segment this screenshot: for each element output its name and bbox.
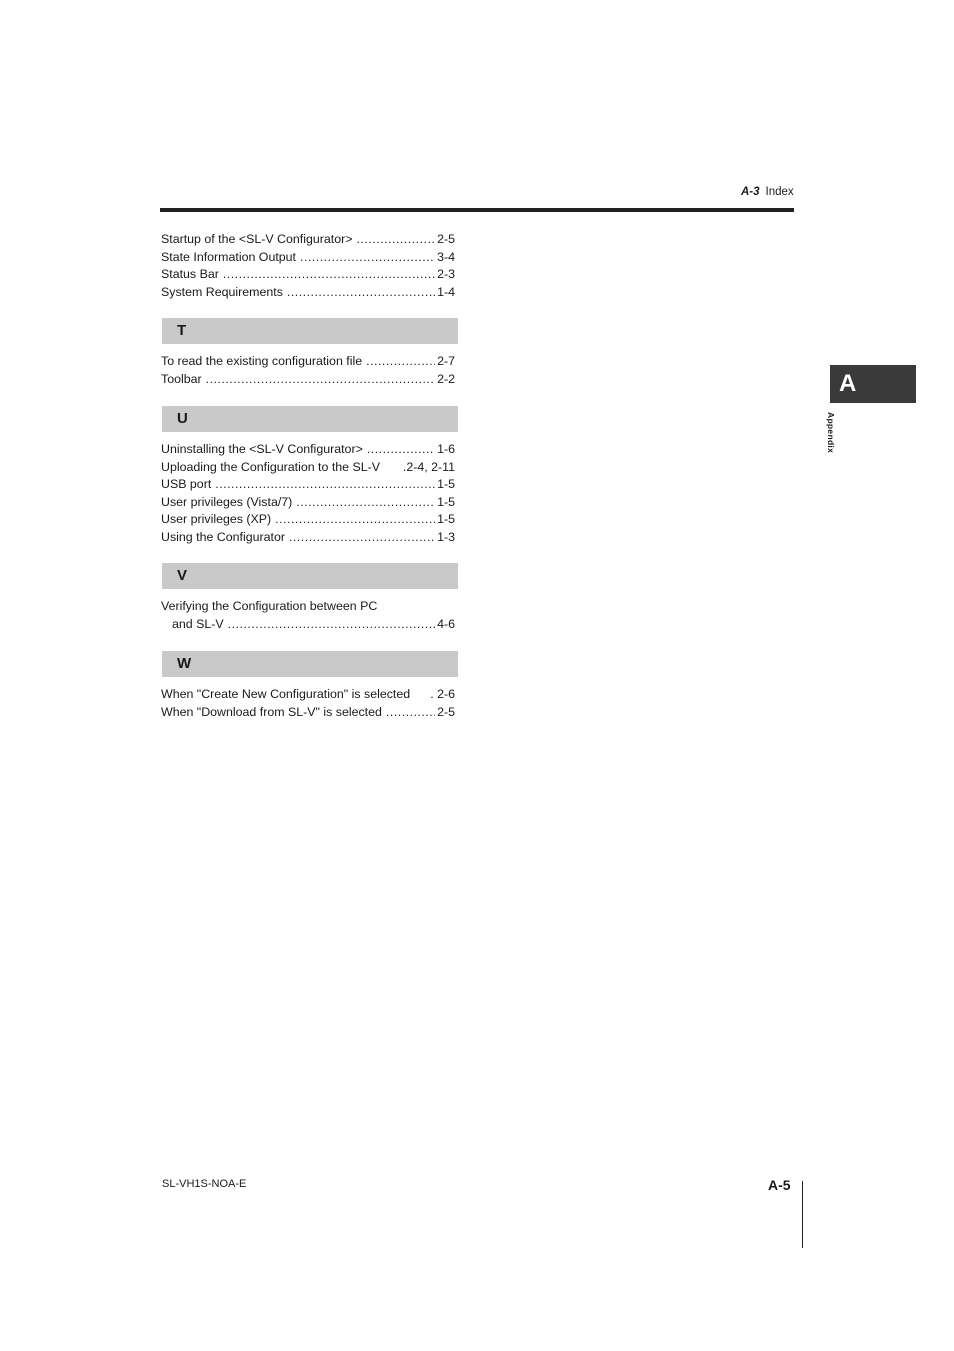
entry-text: When "Download from SL-V" is selected <box>161 704 382 719</box>
letter-heading-u: U <box>162 406 458 432</box>
index-entry[interactable] <box>161 494 455 512</box>
index-entry[interactable] <box>161 511 455 529</box>
index-entry[interactable] <box>161 598 455 616</box>
entry-page: 3-4 <box>437 249 455 264</box>
entry-page: 1-5 <box>437 477 455 491</box>
index-group-u <box>161 441 455 546</box>
entry-text: When "Create New Configuration" is selected <box>161 687 411 701</box>
leader-dots <box>367 441 435 459</box>
leader-dots <box>223 266 435 284</box>
index-group-v <box>161 598 455 633</box>
index-entry[interactable] <box>161 459 455 477</box>
entry-page: 2-7 <box>437 354 455 368</box>
leader-dots <box>386 704 435 722</box>
leader-dots <box>215 476 435 494</box>
leader-dots <box>366 353 435 371</box>
entry-page: 2-2 <box>437 371 455 386</box>
index-entry[interactable] <box>161 231 455 249</box>
entry-text: Startup of the <SL-V Configurator> <box>161 232 353 246</box>
appendix-thumb-tab: A <box>830 365 916 403</box>
entry-text: Uninstalling the <SL-V Configurator> <box>161 442 363 456</box>
leader-dots <box>289 529 435 547</box>
entry-page: 2-5 <box>437 704 455 719</box>
section-title: Index <box>765 186 794 198</box>
leader-dots <box>206 371 435 389</box>
index-entry[interactable] <box>161 249 455 267</box>
index-entry[interactable] <box>161 266 455 284</box>
section-number: A-3 <box>741 186 760 198</box>
letter-heading-t: T <box>162 318 458 344</box>
leader-dots <box>275 511 435 529</box>
entry-page: 1-4 <box>437 284 455 299</box>
entry-text: State Information Output <box>161 249 296 264</box>
leader-dots <box>296 494 435 512</box>
page-number: A-5 <box>768 1177 791 1193</box>
entry-page: .2-4, 2-11 <box>402 459 455 474</box>
entry-text: Uploading the Configuration to the SL-V <box>161 459 381 474</box>
entry-page: . 2-6 <box>430 687 455 701</box>
letter-heading-v: V <box>162 563 458 589</box>
entry-text: User privileges (XP) <box>161 512 272 526</box>
entry-text: User privileges (Vista/7) <box>161 494 293 509</box>
footer-divider <box>802 1181 803 1248</box>
index-entry[interactable] <box>161 529 455 547</box>
leader-dots <box>356 231 435 249</box>
index-group-w <box>161 686 455 721</box>
leader-dots <box>228 616 435 634</box>
entry-page: 1-5 <box>437 512 455 526</box>
entry-text: and SL-V <box>172 616 224 631</box>
header-divider <box>160 208 794 212</box>
running-header <box>741 186 794 198</box>
entry-page: 1-5 <box>437 494 455 509</box>
index-entry[interactable] <box>161 704 455 722</box>
entry-page: 1-3 <box>437 529 455 544</box>
index-entry[interactable] <box>161 476 455 494</box>
leader-dots <box>300 249 435 267</box>
index-group-s <box>161 231 455 301</box>
index-group-t <box>161 353 455 388</box>
entry-text: To read the existing configuration file <box>161 354 363 368</box>
entry-text: Toolbar <box>161 371 202 386</box>
index-entry[interactable] <box>161 441 455 459</box>
entry-page: 2-5 <box>437 232 455 246</box>
entry-text: System Requirements <box>161 284 283 299</box>
index-entry-continuation[interactable] <box>161 616 455 634</box>
entry-text: Verifying the Configuration between PC <box>161 599 378 613</box>
entry-text: Status Bar <box>161 267 219 281</box>
entry-text: Using the Configurator <box>161 529 285 544</box>
entry-page: 4-6 <box>437 616 455 631</box>
entry-page: 2-3 <box>437 267 455 281</box>
entry-page: 1-6 <box>437 442 455 456</box>
index-entry[interactable] <box>161 353 455 371</box>
entry-text: USB port <box>161 477 212 491</box>
index-entry[interactable] <box>161 686 455 704</box>
document-code: SL-VH1S-NOA-E <box>162 1178 247 1190</box>
letter-heading-w: W <box>162 651 458 677</box>
index-entry[interactable] <box>161 371 455 389</box>
index-entry[interactable] <box>161 284 455 302</box>
leader-dots <box>287 284 435 302</box>
appendix-tab-label: Appendix <box>826 412 836 454</box>
